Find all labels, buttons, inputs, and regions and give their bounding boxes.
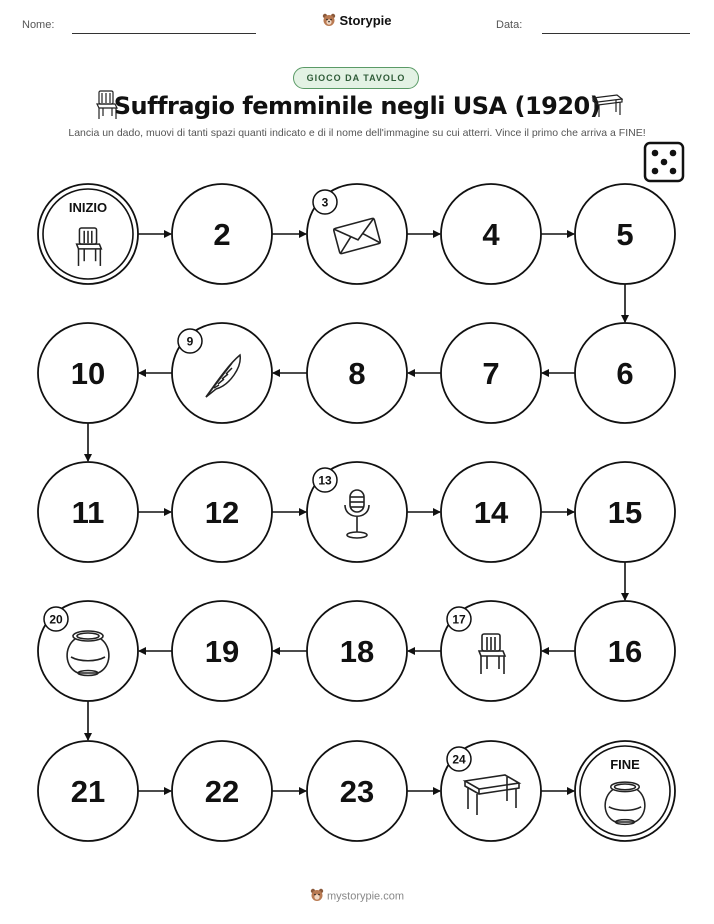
brand-name: Storypie	[339, 13, 392, 28]
board-space-6[interactable]	[575, 323, 675, 423]
board-space-3[interactable]	[307, 184, 407, 284]
bear-icon	[310, 888, 324, 905]
space-number: 2	[213, 217, 231, 252]
board-space-17[interactable]	[441, 601, 541, 701]
board-space-12[interactable]	[172, 462, 272, 562]
date-label: Data:	[496, 19, 523, 31]
board-space-9[interactable]	[172, 323, 272, 423]
space-label: FINE	[610, 757, 640, 772]
space-number: 19	[204, 634, 240, 669]
space-number: 15	[607, 495, 643, 530]
space-label: INIZIO	[68, 200, 108, 215]
board-space-13[interactable]	[307, 462, 407, 562]
board-space-24[interactable]	[441, 741, 541, 841]
space-number: 5	[616, 217, 634, 252]
space-number-badge: 9	[186, 334, 194, 349]
space-number-badge: 17	[452, 612, 466, 627]
space-number-badge: 20	[49, 612, 63, 627]
game-type-badge: GIOCO DA TAVOLO	[293, 67, 419, 89]
board-space-8[interactable]	[307, 323, 407, 423]
board-space-11[interactable]	[38, 462, 138, 562]
board-space-21[interactable]	[38, 741, 138, 841]
start-space[interactable]	[38, 184, 138, 284]
board-space-15[interactable]	[575, 462, 675, 562]
space-number: 23	[339, 774, 375, 809]
space-number: 12	[204, 495, 240, 530]
name-label: Nome:	[22, 19, 55, 31]
space-number-badge: 13	[318, 473, 332, 488]
space-number: 14	[473, 495, 509, 530]
board-space-16[interactable]	[575, 601, 675, 701]
board-space-10[interactable]	[38, 323, 138, 423]
board-space-4[interactable]	[441, 184, 541, 284]
space-number-badge: 24	[452, 752, 466, 767]
footer	[0, 888, 714, 905]
space-number: 8	[348, 356, 366, 391]
board-space-7[interactable]	[441, 323, 541, 423]
space-number-badge: 3	[321, 195, 329, 210]
space-number: 4	[482, 217, 500, 252]
space-number: 18	[339, 634, 375, 669]
board-space-23[interactable]	[307, 741, 407, 841]
space-number: 11	[71, 495, 105, 530]
board-space-5[interactable]	[575, 184, 675, 284]
board-space-2[interactable]	[172, 184, 272, 284]
instructions: Lancia un dado, muovi di tanti spazi quanti indicato e di il nome dell'immagine su cui atterri. Vince il primo che arriva a FINE!	[68, 127, 646, 139]
space-number: 6	[616, 356, 634, 391]
space-number: 16	[607, 634, 643, 669]
board-space-20[interactable]	[38, 601, 138, 701]
space-number: 21	[70, 774, 106, 809]
page-title: Suffragio femminile negli USA (1920)	[113, 92, 601, 120]
board-space-14[interactable]	[441, 462, 541, 562]
space-number: 10	[70, 356, 106, 391]
space-number: 22	[204, 774, 240, 809]
space-number: 7	[482, 356, 500, 391]
board-space-18[interactable]	[307, 601, 407, 701]
board-space-22[interactable]	[172, 741, 272, 841]
board-space-19[interactable]	[172, 601, 272, 701]
footer-url: mystorypie.com	[326, 890, 405, 903]
finish-space[interactable]	[575, 741, 675, 841]
